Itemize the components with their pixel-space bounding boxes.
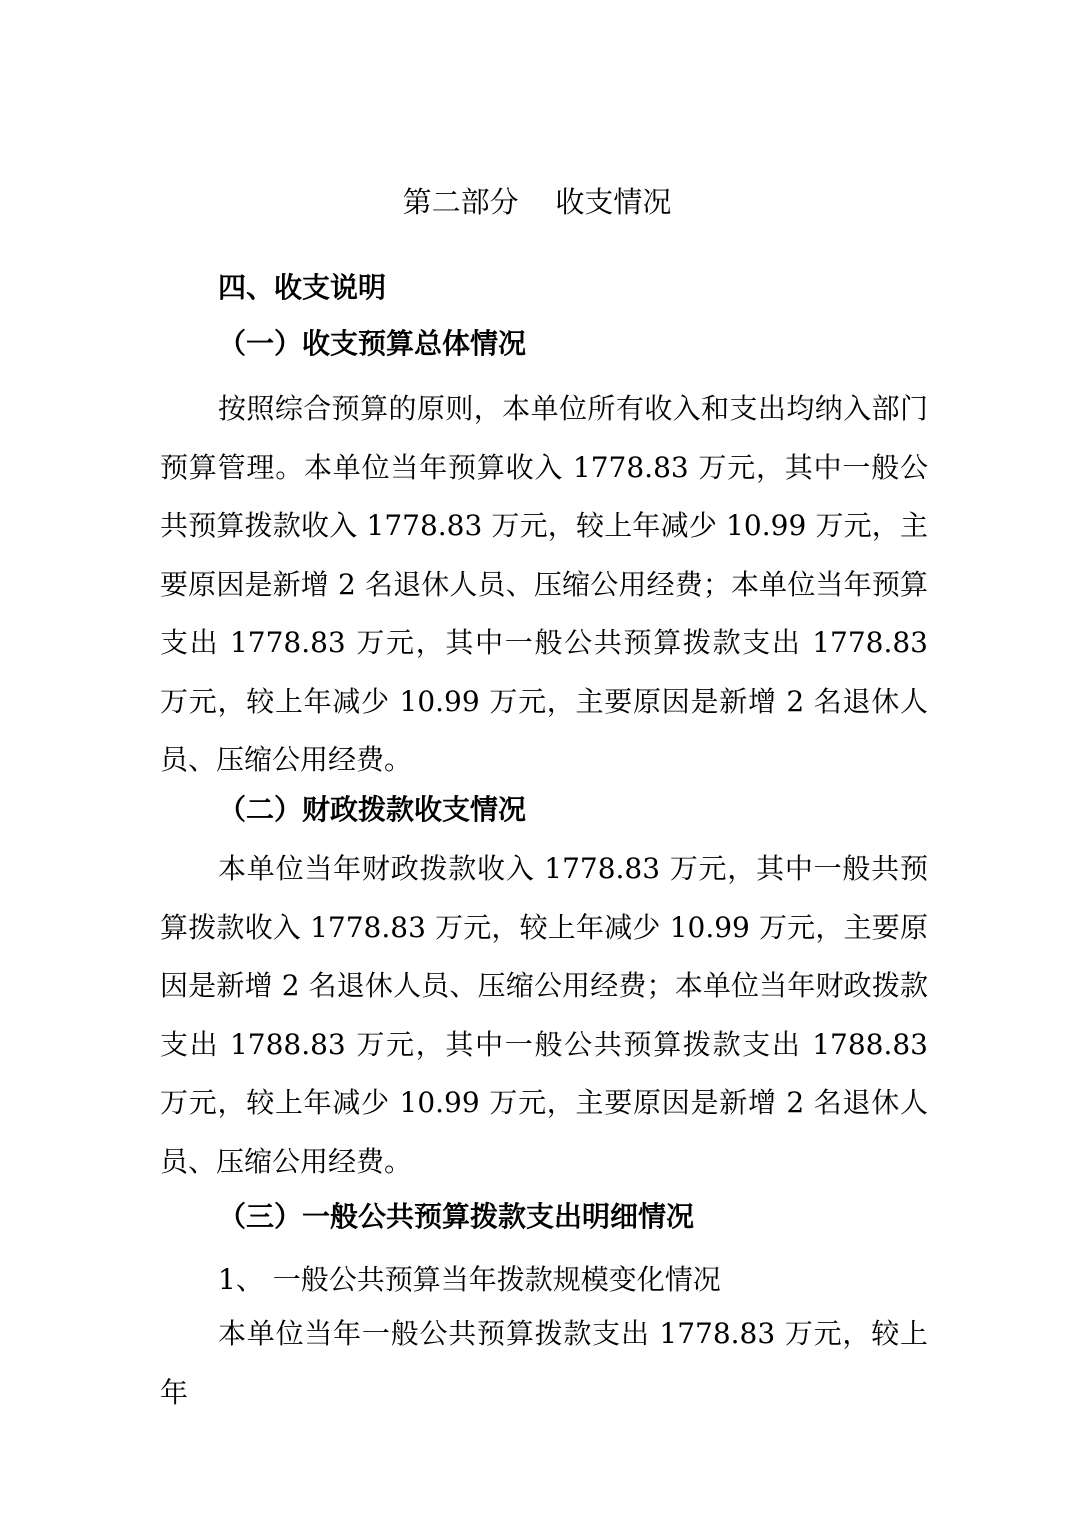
paragraph-budget-overview: 按照综合预算的原则，本单位所有收入和支出均纳入部门预算管理。本单位当年预算收入 1778.83 万元，其中一般公共预算拨款收入 1778.83 万元，较上年减少 10.99 万元，主要原因是新增 2 名退休人员、压缩公用经费；本单位当年预算支出 1778.83 万元，其中一般公共预算拨款支出 1778.83 万元，较上年减少 10.99 万元，主要原因是新增 2 名退休人员、压缩公用经费。 [160, 392, 928, 776]
paragraph-fiscal-appropriation: 本单位当年财政拨款收入 1778.83 万元，其中一般共预算拨款收入 1778.83 万元，较上年减少 10.99 万元，主要原因是新增 2 名退休人员、压缩公用经费；本单位当年财政拨款支出 1788.83 万元，其中一般公共预算拨款支出 1788.83 万元，较上年减少 10.99 万元，主要原因是新增 2 名退休人员、压缩公用经费。 [160, 852, 928, 1178]
subsection-heading-2: （二）财政拨款收支情况 [218, 793, 527, 826]
subsection-heading-1: （一）收支预算总体情况 [218, 327, 527, 360]
page-title: 第二部分 收支情况 [402, 185, 672, 219]
subsection-heading-3: （三）一般公共预算拨款支出明细情况 [218, 1200, 695, 1233]
paragraph-general-budget-detail: 本单位当年一般公共预算拨款支出 1778.83 万元，较上年 [160, 1317, 928, 1409]
item-heading-1: 1、 一般公共预算当年拨款规模变化情况 [218, 1263, 721, 1296]
section-heading: 四、收支说明 [218, 271, 387, 304]
